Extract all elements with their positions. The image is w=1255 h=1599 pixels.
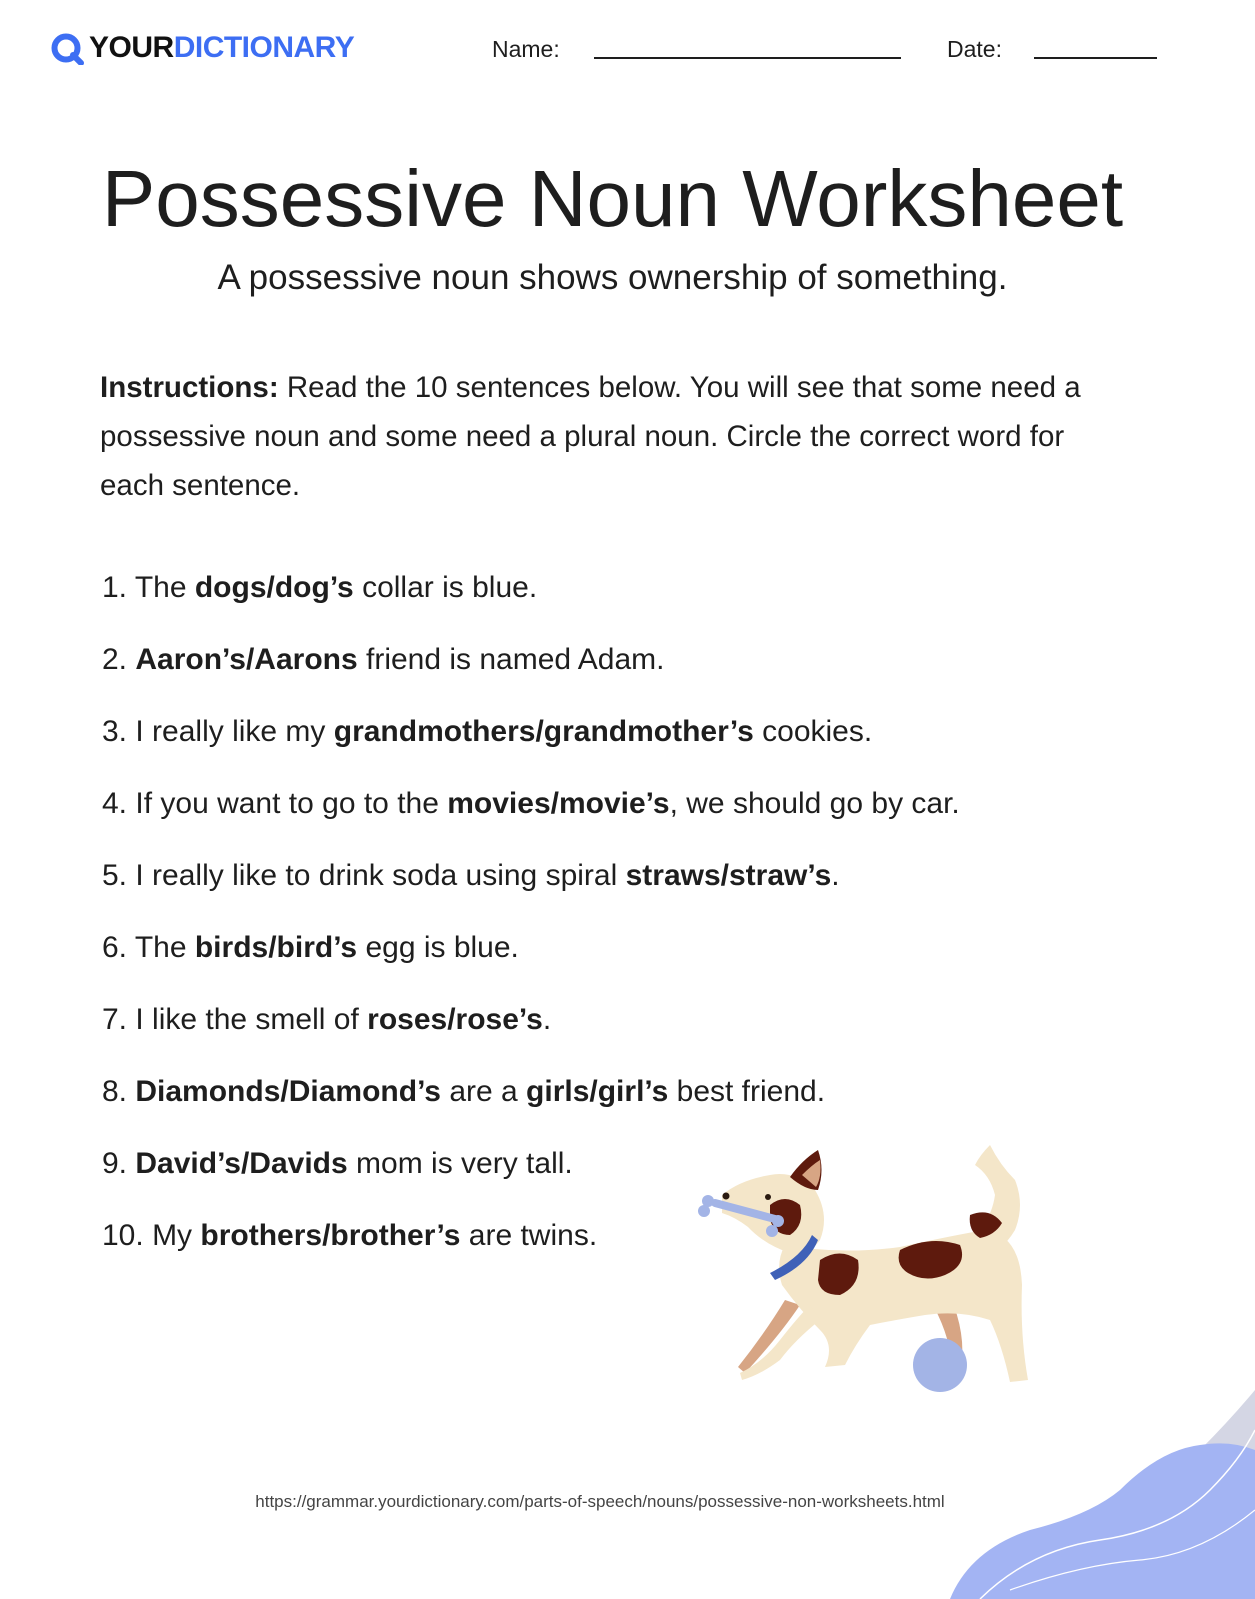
question-text: If you want to go to the [135, 787, 448, 820]
logo-q-icon [50, 31, 84, 65]
question-text: friend is named Adam. [357, 643, 665, 676]
answer-choice[interactable]: grandmothers/grandmother’s [333, 715, 754, 748]
question-text: are a [440, 1075, 527, 1108]
instructions-text: Read the 10 sentences below. You will see that some need a possessive noun and some need a plural noun. Circle the correct word for each sentence. [100, 371, 1081, 502]
question-text: I like the smell of [135, 1003, 368, 1036]
question-item [102, 856, 960, 928]
answer-choice[interactable]: dogs/dog’s [194, 571, 354, 604]
logo-your: YOUR [89, 31, 174, 64]
question-number: 10. [102, 1219, 144, 1252]
ball-icon [913, 1338, 967, 1392]
question-text: . [831, 859, 840, 892]
question-item [102, 1072, 960, 1144]
dog-illustration [690, 1135, 1040, 1395]
question-number: 4. [102, 787, 128, 820]
question-text: I really like to drink soda using spiral [135, 859, 626, 892]
question-item [102, 1000, 960, 1072]
question-text: egg is blue. [357, 931, 519, 964]
answer-choice[interactable]: brothers/brother’s [200, 1219, 461, 1252]
question-number: 1. [102, 571, 128, 604]
question-text: I really like my [135, 715, 334, 748]
answer-choice[interactable]: Aaron’s/Aarons [135, 643, 358, 676]
question-item [102, 928, 960, 1000]
question-item [102, 568, 960, 640]
question-number: 2. [102, 643, 128, 676]
date-line[interactable] [1034, 57, 1157, 59]
question-text: The [134, 571, 195, 604]
date-label: Date: [947, 36, 1002, 62]
question-item [102, 784, 960, 856]
question-text: My [152, 1219, 201, 1252]
question-text: are twins. [460, 1219, 598, 1252]
answer-choice[interactable]: girls/girl’s [526, 1075, 669, 1108]
yourdictionary-logo[interactable] [50, 30, 354, 66]
question-number: 9. [102, 1147, 128, 1180]
page-title: Possessive Noun Worksheet [101, 154, 1124, 243]
question-text: The [134, 931, 195, 964]
name-label: Name: [492, 36, 560, 62]
question-item [102, 640, 960, 712]
instructions-label: Instructions: [100, 371, 279, 404]
answer-choice[interactable]: roses/rose’s [367, 1003, 543, 1036]
question-text: collar is blue. [353, 571, 538, 604]
answer-choice[interactable]: Diamonds/Diamond’s [135, 1075, 441, 1108]
question-number: 7. [102, 1003, 128, 1036]
logo-dictionary: DICTIONARY [173, 31, 355, 64]
instructions [100, 363, 1100, 510]
question-text: , we should go by car. [669, 787, 960, 820]
question-text: best friend. [668, 1075, 826, 1108]
answer-choice[interactable]: movies/movie’s [447, 787, 670, 820]
footer-url[interactable]: https://grammar.yourdictionary.com/parts-of-speech/nouns/possessive-non-worksheets.html [255, 1492, 945, 1511]
question-item [102, 712, 960, 784]
answer-choice[interactable]: birds/bird’s [194, 931, 358, 964]
name-line[interactable] [594, 57, 901, 59]
question-text: cookies. [753, 715, 873, 748]
wave-blue [950, 1443, 1255, 1599]
page-subtitle: A possessive noun shows ownership of something. [217, 258, 1008, 297]
question-number: 5. [102, 859, 128, 892]
dog-eye [765, 1194, 771, 1200]
answer-choice[interactable]: David’s/Davids [135, 1147, 348, 1180]
dog-nose [723, 1193, 730, 1200]
question-number: 8. [102, 1075, 128, 1108]
answer-choice[interactable]: straws/straw’s [625, 859, 832, 892]
logo-wordmark [89, 33, 354, 63]
question-number: 3. [102, 715, 128, 748]
question-number: 6. [102, 931, 128, 964]
question-text: . [542, 1003, 552, 1036]
question-text: mom is very tall. [347, 1147, 573, 1180]
